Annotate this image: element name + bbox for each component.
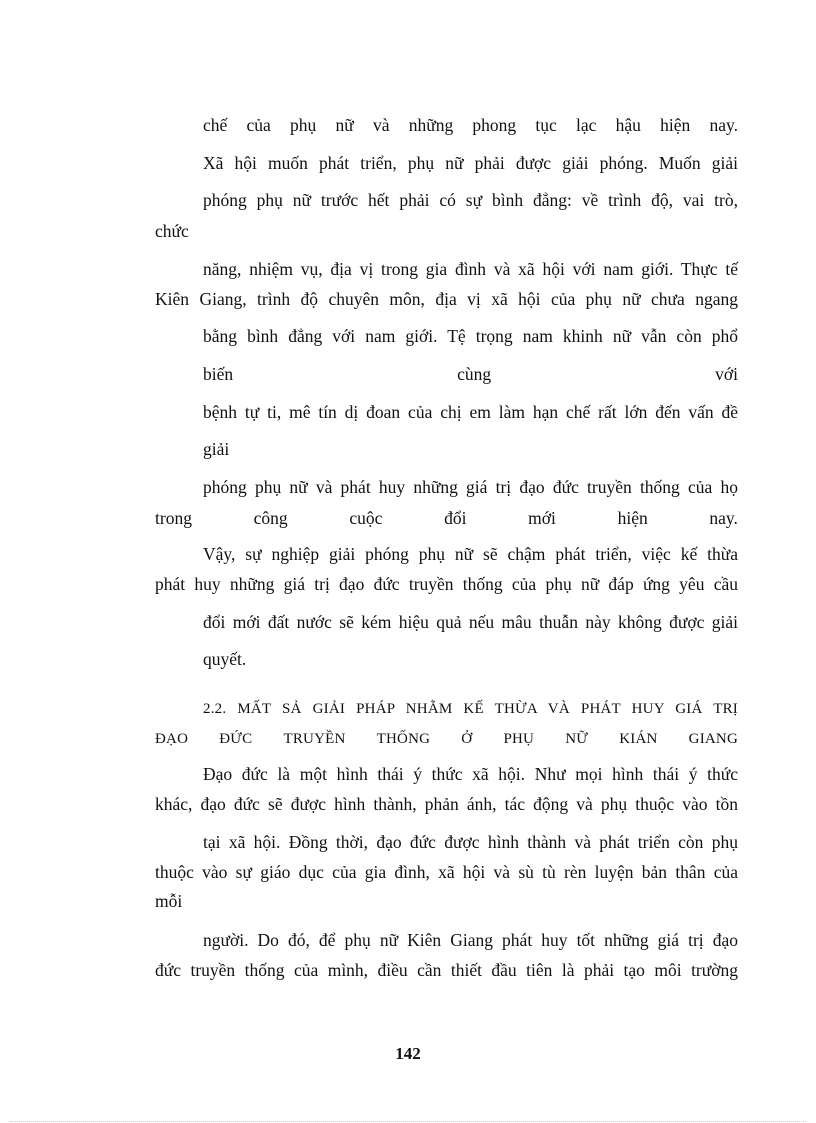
text-line: Kiên Giang, trình độ chuyên môn, địa vị xã hội của phụ nữ chưa ngang bbox=[155, 289, 738, 309]
word: hiện bbox=[617, 508, 648, 528]
text-line: mỗi bbox=[155, 891, 183, 911]
word: ĐỨC bbox=[219, 731, 253, 747]
text-line: đức truyền thống của mình, điều cần thiết đầu tiên là phải tạo môi trường bbox=[155, 960, 738, 980]
word: nay. bbox=[709, 508, 738, 528]
spread-text-line bbox=[203, 363, 738, 385]
word: đổi bbox=[444, 508, 467, 528]
word: GIANG bbox=[688, 731, 738, 747]
text-line: chức bbox=[155, 221, 189, 241]
word: ĐẠO bbox=[155, 731, 189, 747]
text-line: Xã hội muốn phát triển, phụ nữ phải được giải phóng. Muốn giải bbox=[203, 153, 738, 173]
text-line: đổi mới đất nước sẽ kém hiệu quả nếu mâu thuẫn này không được giải bbox=[203, 612, 738, 632]
word: NỮ bbox=[565, 731, 589, 747]
text-line: Đạo đức là một hình thái ý thức xã hội. Như mọi hình thái ý thức bbox=[203, 764, 738, 784]
text-line: bệnh tự ti, mê tín dị đoan của chị em làm hạn chế rất lớn đến vấn đề bbox=[203, 402, 738, 422]
word: TRUYỀN bbox=[283, 731, 346, 747]
text-line: chế của phụ nữ và những phong tục lạc hậu hiện nay. bbox=[203, 115, 738, 135]
text-line: thuộc vào sự giáo dục của gia đình, xã hội và sù tù rèn luyện bản thân của bbox=[155, 862, 738, 882]
text-line: Vậy, sự nghiệp giải phóng phụ nữ sẽ chậm phát triển, việc kế thừa bbox=[203, 544, 738, 564]
word: THỐNG bbox=[376, 731, 431, 747]
word: trong bbox=[155, 508, 192, 528]
word: mới bbox=[528, 508, 556, 528]
text-line: phóng phụ nữ trước hết phải có sự bình đẳng: về trình độ, vai trò, bbox=[203, 190, 738, 210]
text-line: quyết. bbox=[203, 649, 247, 669]
text-line: khác, đạo đức sẽ được hình thành, phản ánh, tác động và phụ thuộc vào tồn bbox=[155, 794, 738, 814]
word: Ở bbox=[461, 731, 473, 747]
word: cuộc bbox=[349, 508, 383, 528]
word: PHỤ bbox=[503, 731, 535, 747]
text-line: phát huy những giá trị đạo đức truyền thống của phụ nữ đáp ứng yêu cầu bbox=[155, 574, 738, 594]
text-line: tại xã hội. Đồng thời, đạo đức được hình thành và phát triển còn phụ bbox=[203, 832, 738, 852]
text-line: giải bbox=[203, 439, 230, 459]
text-line: người. Do đó, để phụ nữ Kiên Giang phát huy tốt những giá trị đạo bbox=[203, 930, 738, 950]
text-line: bằng bình đẳng với nam giới. Tệ trọng nam khinh nữ vẫn còn phổ bbox=[203, 326, 738, 346]
text-line: phóng phụ nữ và phát huy những giá trị đạo đức truyền thống của họ bbox=[203, 477, 738, 497]
section-heading: 2.2. MẤT SẢ GIẢI PHÁP NHẰM KẾ THỪA VÀ PHÁT HUY GIÁ TRỊ bbox=[203, 701, 738, 717]
word: với bbox=[715, 364, 738, 384]
page-number: 142 bbox=[395, 1044, 421, 1063]
word: cùng bbox=[457, 364, 492, 384]
text-line: năng, nhiệm vụ, địa vị trong gia đình và xã hội với nam giới. Thực tế bbox=[203, 259, 738, 279]
word: KIÁN bbox=[619, 731, 658, 747]
word: biến bbox=[203, 364, 234, 384]
spread-text-line bbox=[155, 507, 738, 529]
word: công bbox=[253, 508, 288, 528]
page-border bbox=[10, 1121, 806, 1122]
section-heading-line-2 bbox=[155, 728, 738, 750]
